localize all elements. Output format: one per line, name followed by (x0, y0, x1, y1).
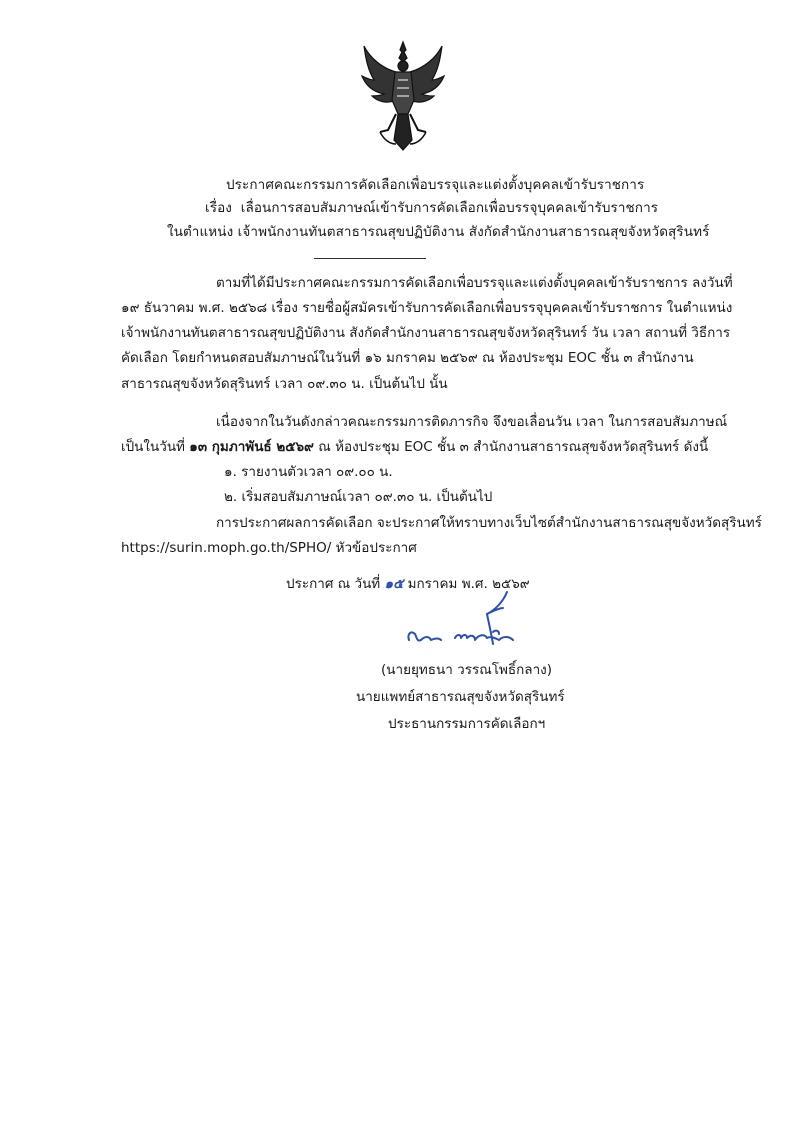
signer-position: นายแพทย์สาธารณสุขจังหวัดสุรินทร์ (356, 689, 565, 705)
paragraph1-line3: เจ้าพนักงานทันตสาธารณสุขปฏิบัติงาน สังกัดสำนักงานสาธารณสุขจังหวัดสุรินทร์ วัน เวลา สถานที่ วิธีการ (121, 325, 731, 341)
signer-role: ประธานกรรมการคัดเลือกฯ (388, 716, 546, 732)
paragraph1-line1: ตามที่ได้มีประกาศคณะกรรมการคัดเลือกเพื่อบรรจุและแต่งตั้งบุคคลเข้ารับราชการ ลงวันที่ (216, 275, 733, 291)
announcement-title: ประกาศคณะกรรมการคัดเลือกเพื่อบรรจุและแต่งตั้งบุคคลเข้ารับราชการ (226, 177, 645, 193)
results-notice: การประกาศผลการคัดเลือก จะประกาศให้ทราบทางเว็บไซต์สำนักงานสาธารณสุขจังหวัดสุรินทร์ (216, 515, 762, 531)
results-url: https://surin.moph.go.th/SPHO/ หัวข้อประกาศ (121, 540, 417, 556)
paragraph2-line2 (121, 435, 708, 457)
subject-text: เลื่อนการสอบสัมภาษณ์เข้ารับการคัดเลือกเพื่อบรรจุบุคคลเข้ารับราชการ (240, 200, 659, 216)
signer-name: (นายยุทธนา วรรณโพธิ์กลาง) (381, 662, 553, 678)
handwritten-signature (395, 584, 575, 654)
subject-line (205, 196, 658, 218)
new-date-prefix: เป็นในวันที่ (121, 439, 185, 455)
paragraph1-line4: คัดเลือก โดยกำหนดสอบสัมภาษณ์ในวันที่ ๑๖ มกราคม ๒๕๖๙ ณ ห้องประชุม EOC ชั้น ๓ สำนักงาน (121, 350, 694, 366)
paragraph1-line2: ๑๙ ธันวาคม พ.ศ. ๒๕๖๘ เรื่อง รายชื่อผู้สมัครเข้ารับการคัดเลือกเพื่อบรรจุบุคคลเข้ารับราชการ ในตำแหน่ง (121, 300, 733, 316)
date-suffix: มกราคม พ.ศ. ๒๕๖๙ (407, 576, 530, 592)
subject-label: เรื่อง (205, 200, 232, 216)
schedule-item-2: ๒. เริ่มสอบสัมภาษณ์เวลา ๐๙.๓๐ น. เป็นต้นไป (224, 489, 493, 505)
schedule-item-1: ๑. รายงานตัวเวลา ๐๙.๐๐ น. (224, 464, 393, 480)
garuda-emblem-icon (360, 40, 446, 152)
new-interview-date: ๑๓ กุมภาพันธ์ ๒๕๖๙ (189, 439, 314, 455)
position-line: ในตำแหน่ง เจ้าพนักงานทันตสาธารณสุขปฏิบัติงาน สังกัดสำนักงานสาธารณสุขจังหวัดสุรินทร์ (167, 224, 710, 240)
date-prefix: ประกาศ ณ วันที่ (286, 576, 381, 592)
header-divider (314, 258, 426, 259)
new-date-suffix: ณ ห้องประชุม EOC ชั้น ๓ สำนักงานสาธารณสุขจังหวัดสุรินทร์ ดังนี้ (318, 439, 709, 455)
paragraph1-line5: สาธารณสุขจังหวัดสุรินทร์ เวลา ๐๙.๓๐ น. เป็นต้นไป นั้น (121, 376, 448, 392)
handwritten-day: ๑๕ (384, 576, 404, 592)
paragraph2-line1: เนื่องจากในวันดังกล่าวคณะกรรมการติดภารกิจ จึงขอเลื่อนวัน เวลา ในการสอบสัมภาษณ์ (216, 414, 728, 430)
